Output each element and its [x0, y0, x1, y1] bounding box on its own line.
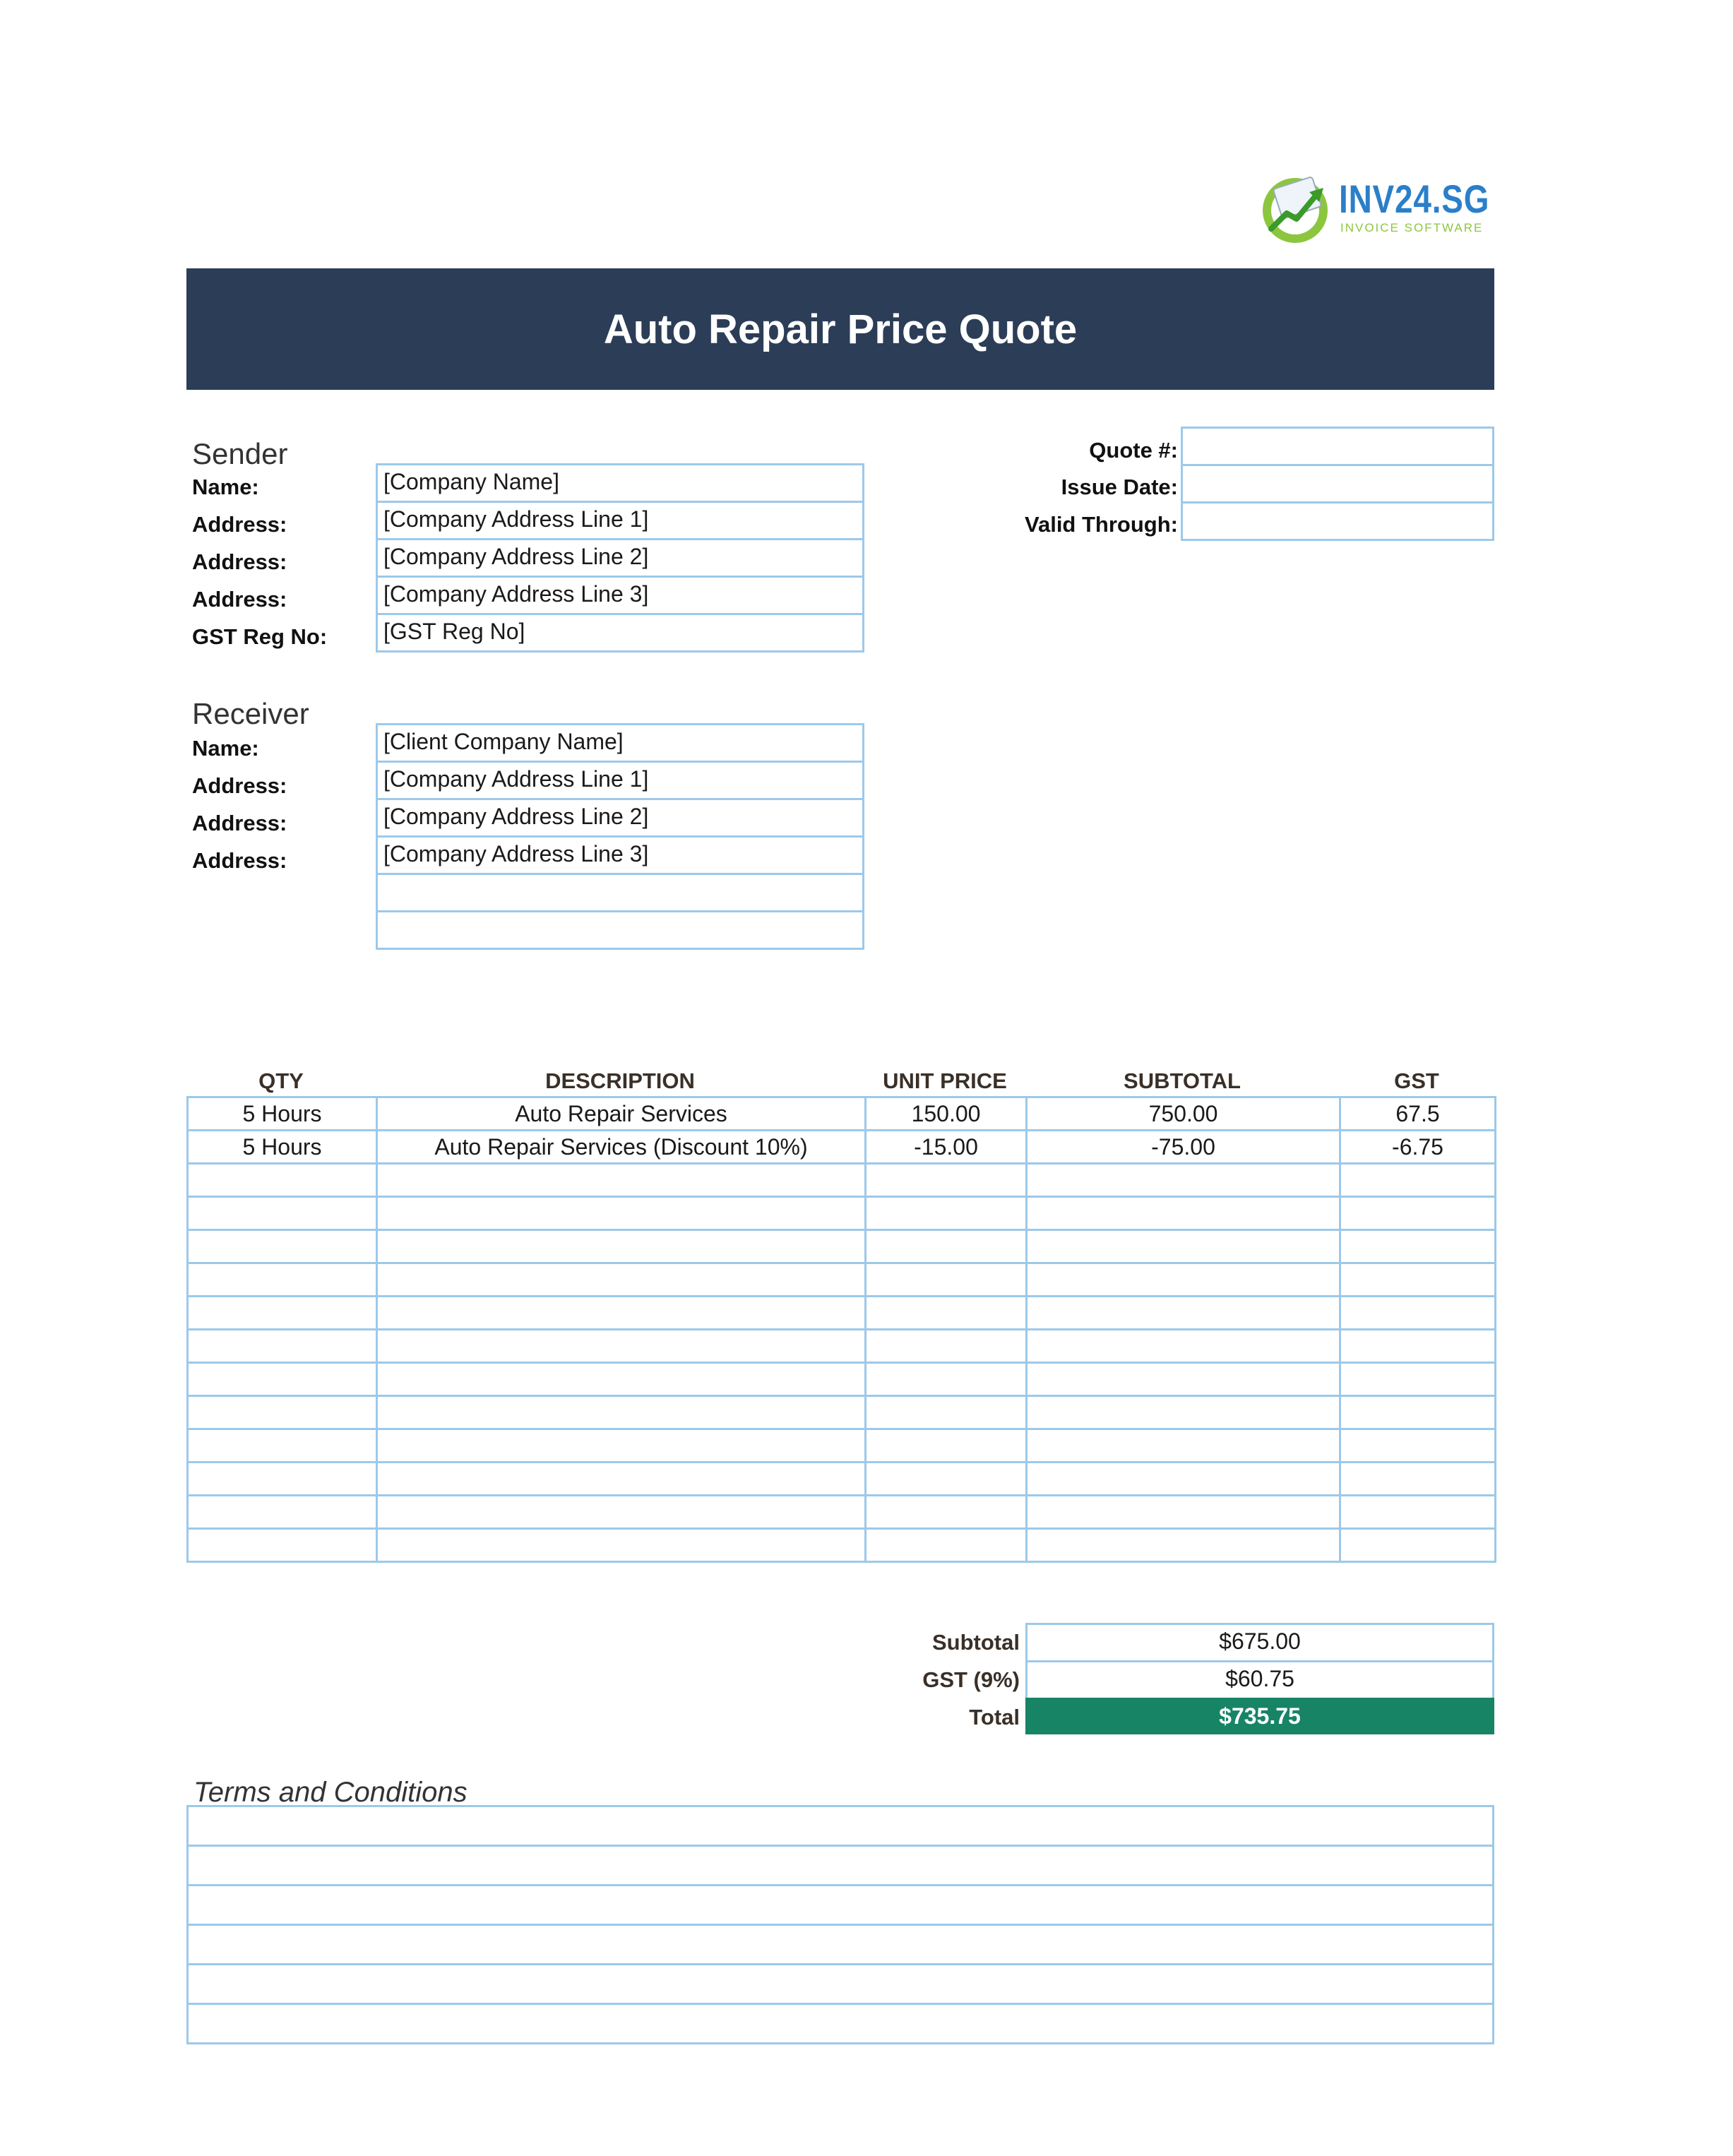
logo-name: INV24.SG: [1339, 177, 1490, 221]
sender-address-3-label: Address:: [192, 587, 287, 612]
cell-subtotal[interactable]: [1027, 1396, 1340, 1429]
cell-gst[interactable]: [1340, 1263, 1496, 1297]
gst-total-value: $60.75: [1025, 1660, 1494, 1700]
receiver-heading: Receiver: [192, 697, 309, 730]
terms-line[interactable]: [186, 1805, 1494, 1847]
sender-gst-field[interactable]: [GST Reg No]: [376, 613, 864, 653]
table-row: [188, 1330, 1496, 1363]
cell-subtotal[interactable]: [1027, 1263, 1340, 1297]
receiver-address-1-label: Address:: [192, 773, 287, 798]
cell-gst[interactable]: [1340, 1363, 1496, 1396]
table-row: [188, 1230, 1496, 1263]
cell-description[interactable]: [377, 1429, 866, 1463]
terms-line[interactable]: [186, 1926, 1494, 1965]
page-title: Auto Repair Price Quote: [603, 306, 1078, 352]
valid-through-label: Valid Through:: [1025, 512, 1178, 537]
table-row: [188, 1197, 1496, 1230]
col-header-description: DESCRIPTION: [545, 1068, 695, 1093]
table-row: [188, 1429, 1496, 1463]
sender-address-1-label: Address:: [192, 512, 287, 537]
receiver-extra-field-2[interactable]: [376, 910, 864, 950]
cell-gst[interactable]: [1340, 1496, 1496, 1529]
cell-subtotal[interactable]: [1027, 1529, 1340, 1562]
table-row: [188, 1363, 1496, 1396]
cell-gst[interactable]: [1340, 1197, 1496, 1230]
cell-subtotal[interactable]: [1027, 1230, 1340, 1263]
cell-unit-price[interactable]: [866, 1429, 1027, 1463]
cell-qty[interactable]: [188, 1230, 377, 1263]
subtotal-value: $675.00: [1025, 1623, 1494, 1662]
cell-unit-price[interactable]: [866, 1230, 1027, 1263]
table-row: [188, 1097, 1496, 1131]
gst-total-label: GST (9%): [922, 1667, 1020, 1692]
cell-description[interactable]: [377, 1529, 866, 1562]
cell-description[interactable]: [377, 1297, 866, 1330]
cell-subtotal[interactable]: [1027, 1463, 1340, 1496]
cell-gst[interactable]: -6.75: [1340, 1131, 1496, 1164]
receiver-name-label: Name:: [192, 736, 259, 761]
table-row: [188, 1396, 1496, 1429]
cell-unit-price[interactable]: [866, 1496, 1027, 1529]
cell-qty[interactable]: [188, 1429, 377, 1463]
col-header-qty: QTY: [258, 1068, 304, 1093]
table-row: [188, 1297, 1496, 1330]
receiver-name-field[interactable]: [Client Company Name]: [376, 723, 864, 763]
receiver-address-2-field[interactable]: [Company Address Line 2]: [376, 798, 864, 838]
sender-name-field[interactable]: [Company Name]: [376, 463, 864, 503]
table-row: [188, 1496, 1496, 1529]
cell-description[interactable]: [377, 1263, 866, 1297]
cell-description[interactable]: [377, 1496, 866, 1529]
cell-unit-price[interactable]: [866, 1396, 1027, 1429]
cell-unit-price[interactable]: [866, 1363, 1027, 1396]
sender-address-2-field[interactable]: [Company Address Line 2]: [376, 538, 864, 578]
col-header-subtotal: SUBTOTAL: [1124, 1068, 1241, 1093]
table-row: [188, 1164, 1496, 1197]
cell-gst[interactable]: 67.5: [1340, 1097, 1496, 1131]
cell-subtotal[interactable]: -75.00: [1027, 1131, 1340, 1164]
cell-description[interactable]: [377, 1363, 866, 1396]
issue-date-field[interactable]: [1181, 464, 1494, 504]
receiver-address-1-field[interactable]: [Company Address Line 1]: [376, 761, 864, 800]
cell-gst[interactable]: [1340, 1330, 1496, 1363]
cell-gst[interactable]: [1340, 1230, 1496, 1263]
cell-qty[interactable]: [188, 1529, 377, 1562]
cell-unit-price[interactable]: [866, 1263, 1027, 1297]
items-table: [186, 1096, 1496, 1563]
cell-subtotal[interactable]: [1027, 1297, 1340, 1330]
cell-qty[interactable]: [188, 1330, 377, 1363]
cell-qty[interactable]: [188, 1363, 377, 1396]
cell-description[interactable]: Auto Repair Services: [377, 1097, 866, 1131]
cell-qty[interactable]: [188, 1263, 377, 1297]
grand-total-value: $735.75: [1025, 1698, 1494, 1734]
cell-subtotal[interactable]: [1027, 1363, 1340, 1396]
terms-line[interactable]: [186, 1965, 1494, 2005]
issue-date-label: Issue Date:: [1061, 475, 1178, 499]
cell-unit-price[interactable]: -15.00: [866, 1131, 1027, 1164]
table-row: [188, 1263, 1496, 1297]
terms-line[interactable]: [186, 1847, 1494, 1886]
subtotal-label: Subtotal: [932, 1630, 1020, 1655]
terms-line[interactable]: [186, 1886, 1494, 1926]
sender-heading: Sender: [192, 437, 288, 470]
cell-unit-price[interactable]: [866, 1463, 1027, 1496]
cell-subtotal[interactable]: 750.00: [1027, 1097, 1340, 1131]
sender-address-2-label: Address:: [192, 549, 287, 574]
cell-gst[interactable]: [1340, 1529, 1496, 1562]
cell-unit-price[interactable]: [866, 1164, 1027, 1197]
cell-qty[interactable]: 5 Hours: [188, 1131, 377, 1164]
cell-qty[interactable]: [188, 1496, 377, 1529]
cell-gst[interactable]: [1340, 1463, 1496, 1496]
table-row: [188, 1131, 1496, 1164]
col-header-unit-price: UNIT PRICE: [883, 1068, 1007, 1093]
terms-heading: Terms and Conditions: [193, 1777, 468, 1808]
receiver-address-3-label: Address:: [192, 848, 287, 873]
sender-address-1-field[interactable]: [Company Address Line 1]: [376, 501, 864, 540]
cell-gst[interactable]: [1340, 1164, 1496, 1197]
items-table-body: [188, 1097, 1496, 1562]
cell-description[interactable]: [377, 1463, 866, 1496]
receiver-extra-field-1[interactable]: [376, 873, 864, 912]
cell-description[interactable]: [377, 1230, 866, 1263]
sender-name-label: Name:: [192, 475, 259, 499]
cell-subtotal[interactable]: [1027, 1496, 1340, 1529]
cell-qty[interactable]: 5 Hours: [188, 1097, 377, 1131]
cell-gst[interactable]: [1340, 1429, 1496, 1463]
col-header-gst: GST: [1394, 1068, 1439, 1093]
logo-chart-icon: [1258, 169, 1336, 247]
cell-qty[interactable]: [188, 1463, 377, 1496]
quote-number-label: Quote #:: [1089, 438, 1178, 463]
quote-number-field[interactable]: [1181, 427, 1494, 466]
cell-gst[interactable]: [1340, 1396, 1496, 1429]
cell-description[interactable]: [377, 1197, 866, 1230]
cell-qty[interactable]: [188, 1297, 377, 1330]
cell-subtotal[interactable]: [1027, 1197, 1340, 1230]
cell-description[interactable]: [377, 1396, 866, 1429]
grand-total-label: Total: [969, 1705, 1020, 1729]
cell-qty[interactable]: [188, 1396, 377, 1429]
cell-description[interactable]: Auto Repair Services (Discount 10%): [377, 1131, 866, 1164]
cell-subtotal[interactable]: [1027, 1429, 1340, 1463]
cell-gst[interactable]: [1340, 1297, 1496, 1330]
cell-unit-price[interactable]: 150.00: [866, 1097, 1027, 1131]
cell-subtotal[interactable]: [1027, 1330, 1340, 1363]
cell-unit-price[interactable]: [866, 1197, 1027, 1230]
terms-line[interactable]: [186, 2005, 1494, 2044]
table-row: [188, 1463, 1496, 1496]
cell-qty[interactable]: [188, 1164, 377, 1197]
cell-subtotal[interactable]: [1027, 1164, 1340, 1197]
cell-description[interactable]: [377, 1164, 866, 1197]
terms-box: [186, 1805, 1494, 2031]
logo-tagline: INVOICE SOFTWARE: [1340, 221, 1484, 234]
sender-address-3-field[interactable]: [Company Address Line 3]: [376, 576, 864, 615]
receiver-address-2-label: Address:: [192, 811, 287, 835]
cell-unit-price[interactable]: [866, 1297, 1027, 1330]
table-row: [188, 1529, 1496, 1562]
cell-unit-price[interactable]: [866, 1529, 1027, 1562]
receiver-address-3-field[interactable]: [Company Address Line 3]: [376, 835, 864, 875]
cell-unit-price[interactable]: [866, 1330, 1027, 1363]
cell-qty[interactable]: [188, 1197, 377, 1230]
title-banner: [186, 268, 1494, 390]
valid-through-field[interactable]: [1181, 501, 1494, 541]
cell-description[interactable]: [377, 1330, 866, 1363]
sender-gst-label: GST Reg No:: [192, 624, 328, 649]
